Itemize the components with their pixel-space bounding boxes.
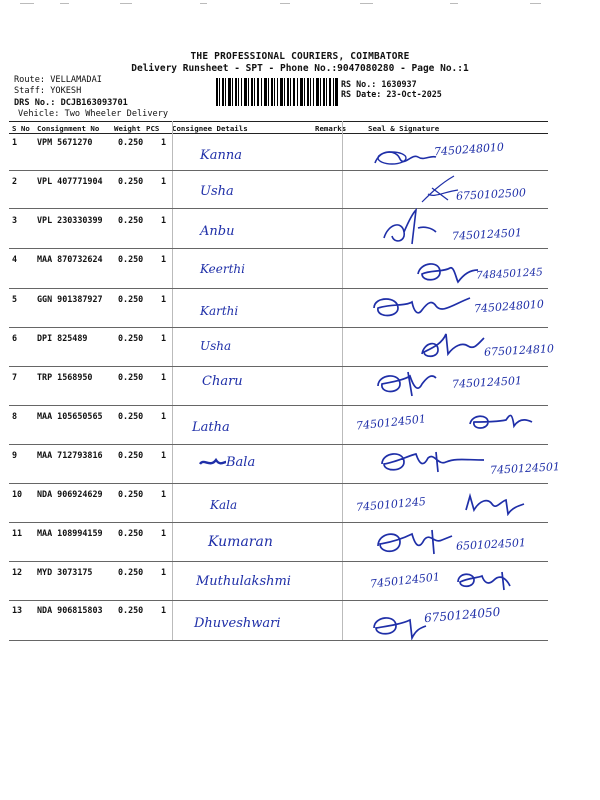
receiver-name: Muthulakshmi	[196, 574, 291, 589]
receiver-name: Dhuveshwari	[194, 616, 281, 631]
row-weight: 0.250	[118, 137, 144, 147]
row-pcs: 1	[161, 489, 167, 499]
row-divider	[9, 405, 548, 406]
row-consignment: VPL 230330399	[37, 215, 103, 225]
header-pcs: PCS	[146, 124, 160, 133]
receiver-name: Karthi	[200, 304, 239, 318]
staff-label: Staff: YOKESH	[14, 86, 82, 96]
receiver-name: Latha	[192, 420, 230, 435]
row-consignment: MAA 712793816	[37, 450, 103, 460]
row-consignment: NDA 906815803	[37, 605, 103, 615]
row-pcs: 1	[161, 411, 167, 421]
row-divider	[9, 366, 548, 367]
signature	[372, 526, 456, 558]
signature	[376, 446, 488, 476]
row-sno: 9	[12, 450, 18, 460]
row-sno: 6	[12, 333, 18, 343]
receiver-name: Kanna	[200, 148, 242, 163]
row-divider	[9, 248, 548, 249]
signature	[418, 330, 486, 362]
receiver-phone: 7450124501	[355, 412, 427, 433]
header-sno: S No	[12, 124, 30, 133]
row-consignment: NDA 906924629	[37, 489, 103, 499]
receiver-name: Anbu	[200, 224, 235, 239]
signature	[466, 408, 536, 434]
row-weight: 0.250	[118, 372, 144, 382]
signature	[368, 610, 428, 640]
row-sno: 12	[12, 567, 23, 577]
runsheet-subtitle: Delivery Runsheet - SPT - Phone No.:9047080280 - Page No.:1	[131, 63, 469, 74]
row-pcs: 1	[161, 176, 167, 186]
row-sno: 4	[12, 254, 18, 264]
receiver-phone: 7450124501	[451, 374, 523, 391]
receiver-phone: 7450248010	[473, 297, 545, 316]
row-weight: 0.250	[118, 605, 144, 615]
receiver-name: Bala	[226, 455, 256, 470]
row-weight: 0.250	[118, 176, 144, 186]
receiver-phone: 7450248010	[433, 140, 505, 159]
row-sno: 3	[12, 215, 18, 225]
row-pcs: 1	[161, 254, 167, 264]
row-weight: 0.250	[118, 567, 144, 577]
header-consignment: Consignment No	[37, 124, 100, 133]
receiver-phone: 6501024501	[455, 536, 527, 553]
receiver-phone: 6750124050	[423, 604, 501, 626]
signature	[414, 258, 480, 286]
row-pcs: 1	[161, 215, 167, 225]
vehicle-label: Vehicle: Two Wheeler Delivery	[18, 109, 169, 119]
header-remarks: Remarks	[315, 124, 347, 133]
receiver-name: Charu	[202, 374, 243, 389]
receiver-phone: 6750102500	[455, 186, 527, 203]
receiver-phone: 7450124501	[451, 226, 523, 243]
header-bottom-border	[9, 133, 548, 134]
row-divider	[9, 170, 548, 171]
table-top-border	[9, 121, 548, 122]
receiver-name: Usha	[200, 184, 234, 199]
receiver-phone: 7450124501	[369, 570, 441, 591]
row-consignment: VPM 5671270	[37, 137, 93, 147]
row-consignment: DPI 825489	[37, 333, 88, 343]
row-sno: 5	[12, 294, 18, 304]
row-weight: 0.250	[118, 333, 144, 343]
row-weight: 0.250	[118, 411, 144, 421]
row-sno: 10	[12, 489, 23, 499]
table-bottom-border	[9, 640, 548, 641]
row-divider	[9, 561, 548, 562]
rs-number: RS No.: 1630937	[341, 79, 417, 89]
receiver-name: Usha	[200, 339, 232, 353]
signature	[454, 568, 514, 592]
route-label: Route: VELLAMADAI	[14, 75, 102, 85]
row-pcs: 1	[161, 605, 167, 615]
row-divider	[9, 444, 548, 445]
column-guide	[172, 121, 173, 641]
row-sno: 13	[12, 605, 23, 615]
rs-date: RS Date: 23-Oct-2025	[341, 89, 442, 99]
row-consignment: TRP 1568950	[37, 372, 93, 382]
signature	[378, 208, 440, 248]
row-consignment: VPL 407771904	[37, 176, 103, 186]
row-consignment: MYD 3073175	[37, 567, 93, 577]
row-pcs: 1	[161, 450, 167, 460]
row-divider	[9, 288, 548, 289]
row-sno: 1	[12, 137, 18, 147]
signature	[418, 172, 464, 206]
row-weight: 0.250	[118, 450, 144, 460]
signature	[462, 490, 526, 516]
receiver-phone: 7450101245	[355, 494, 427, 515]
signature	[372, 145, 438, 171]
row-divider	[9, 208, 548, 209]
signature	[374, 368, 444, 398]
row-consignment: GGN 901387927	[37, 294, 103, 304]
signature	[370, 294, 474, 322]
row-pcs: 1	[161, 333, 167, 343]
row-weight: 0.250	[118, 254, 144, 264]
receiver-name: Keerthi	[200, 262, 245, 276]
row-sno: 2	[12, 176, 18, 186]
row-consignment: MAA 870732624	[37, 254, 103, 264]
receiver-name: Kala	[210, 498, 238, 512]
row-weight: 0.250	[118, 528, 144, 538]
receiver-phone: 7484501245	[475, 266, 544, 282]
column-guide	[342, 121, 343, 641]
row-divider	[9, 600, 548, 601]
row-sno: 11	[12, 528, 23, 538]
company-title: THE PROFESSIONAL COURIERS, COIMBATORE	[190, 51, 410, 62]
row-divider	[9, 327, 548, 328]
receiver-phone: 6750124810	[483, 342, 555, 359]
header-consignee: Consignee Details	[172, 124, 248, 133]
scribble-mark	[198, 456, 228, 470]
row-sno: 7	[12, 372, 18, 382]
row-divider	[9, 483, 548, 484]
receiver-name: Kumaran	[208, 534, 273, 550]
row-divider	[9, 522, 548, 523]
barcode	[216, 78, 338, 106]
row-weight: 0.250	[118, 489, 144, 499]
receiver-phone: 7450124501	[489, 460, 561, 477]
row-pcs: 1	[161, 528, 167, 538]
row-consignment: MAA 105650565	[37, 411, 103, 421]
row-sno: 8	[12, 411, 18, 421]
row-pcs: 1	[161, 372, 167, 382]
header-seal: Seal & Signature	[368, 124, 440, 133]
scan-edge-marks	[0, 2, 600, 6]
row-weight: 0.250	[118, 294, 144, 304]
row-consignment: MAA 108994159	[37, 528, 103, 538]
drs-number: DRS No.: DCJB163093701	[14, 98, 128, 108]
row-pcs: 1	[161, 294, 167, 304]
row-pcs: 1	[161, 567, 167, 577]
row-pcs: 1	[161, 137, 167, 147]
header-weight: Weight	[114, 124, 141, 133]
row-weight: 0.250	[118, 215, 144, 225]
